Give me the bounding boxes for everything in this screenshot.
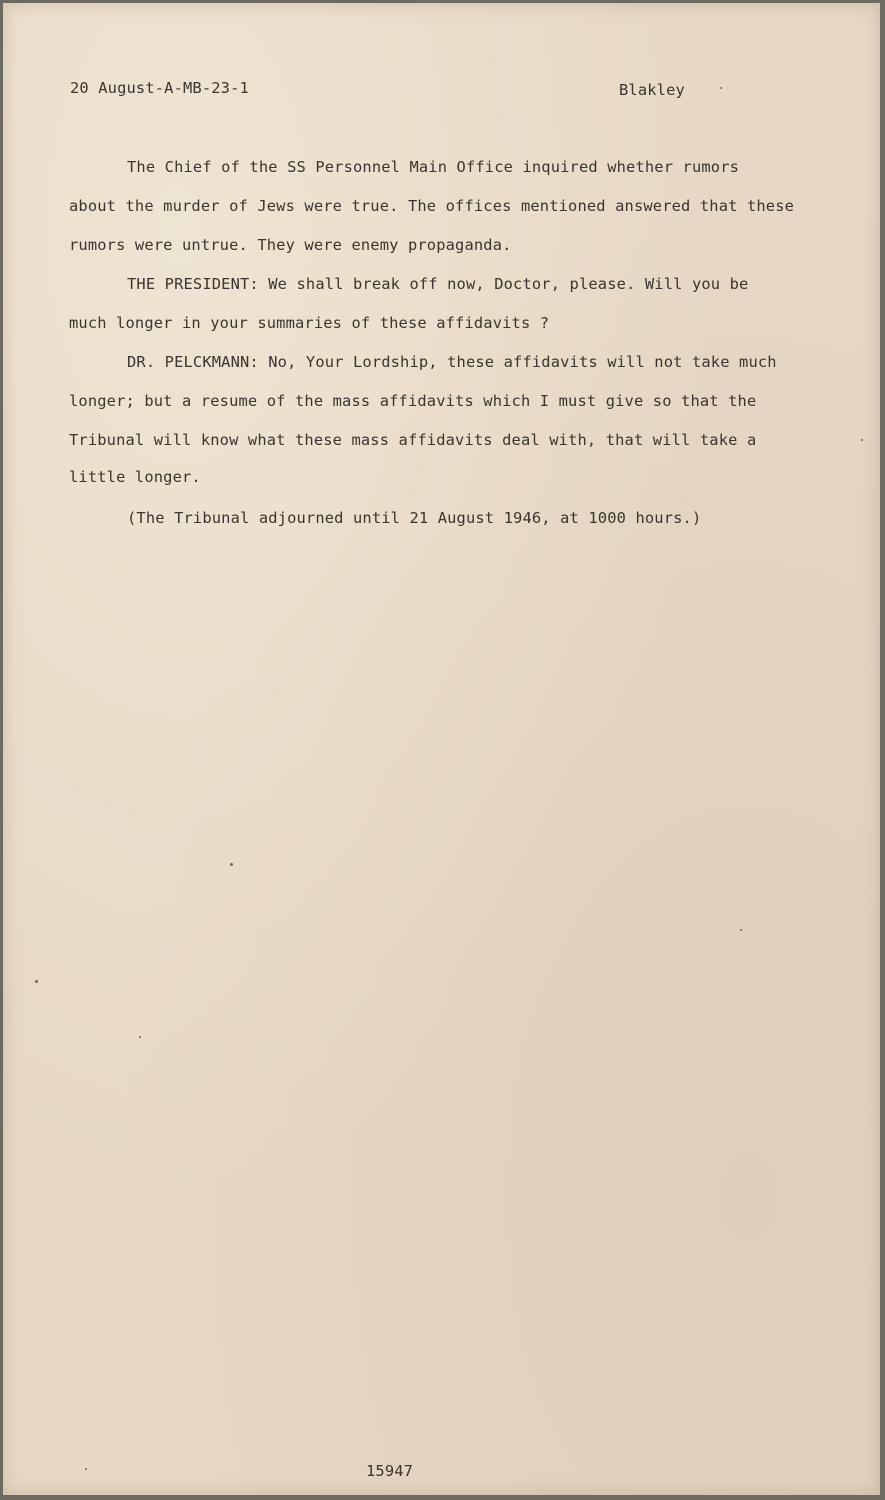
body-line: Tribunal will know what these mass affidavits deal with, that will take a — [69, 431, 757, 449]
body-line: about the murder of Jews were true. The offices mentioned answered that these — [69, 197, 795, 215]
paper-speck — [139, 1036, 141, 1038]
document-page — [3, 3, 880, 1495]
body-line: The Chief of the SS Personnel Main Office inquired whether rumors — [127, 158, 740, 176]
paper-speck — [85, 1468, 87, 1470]
body-line: rumors were untrue. They were enemy propaganda. — [69, 236, 512, 254]
paper-speck — [861, 439, 863, 441]
body-line: (The Tribunal adjourned until 21 August 1946, at 1000 hours.) — [127, 509, 702, 527]
paper-speck — [740, 929, 742, 931]
body-line: much longer in your summaries of these affidavits ? — [69, 314, 550, 332]
body-line: DR. PELCKMANN: No, Your Lordship, these affidavits will not take much — [127, 353, 777, 371]
paper-speck — [230, 863, 233, 866]
paper-speck — [720, 87, 722, 89]
paper-speck — [35, 980, 38, 983]
body-line: THE PRESIDENT: We shall break off now, Doctor, please. Will you be — [127, 275, 749, 293]
page-number: 15947 — [366, 1462, 414, 1480]
header-reference: 20 August-A-MB-23-1 — [70, 79, 249, 97]
body-line: longer; but a resume of the mass affidavits which I must give so that the — [69, 392, 757, 410]
body-line: little longer. — [69, 468, 201, 486]
header-reporter: Blakley — [619, 81, 685, 99]
